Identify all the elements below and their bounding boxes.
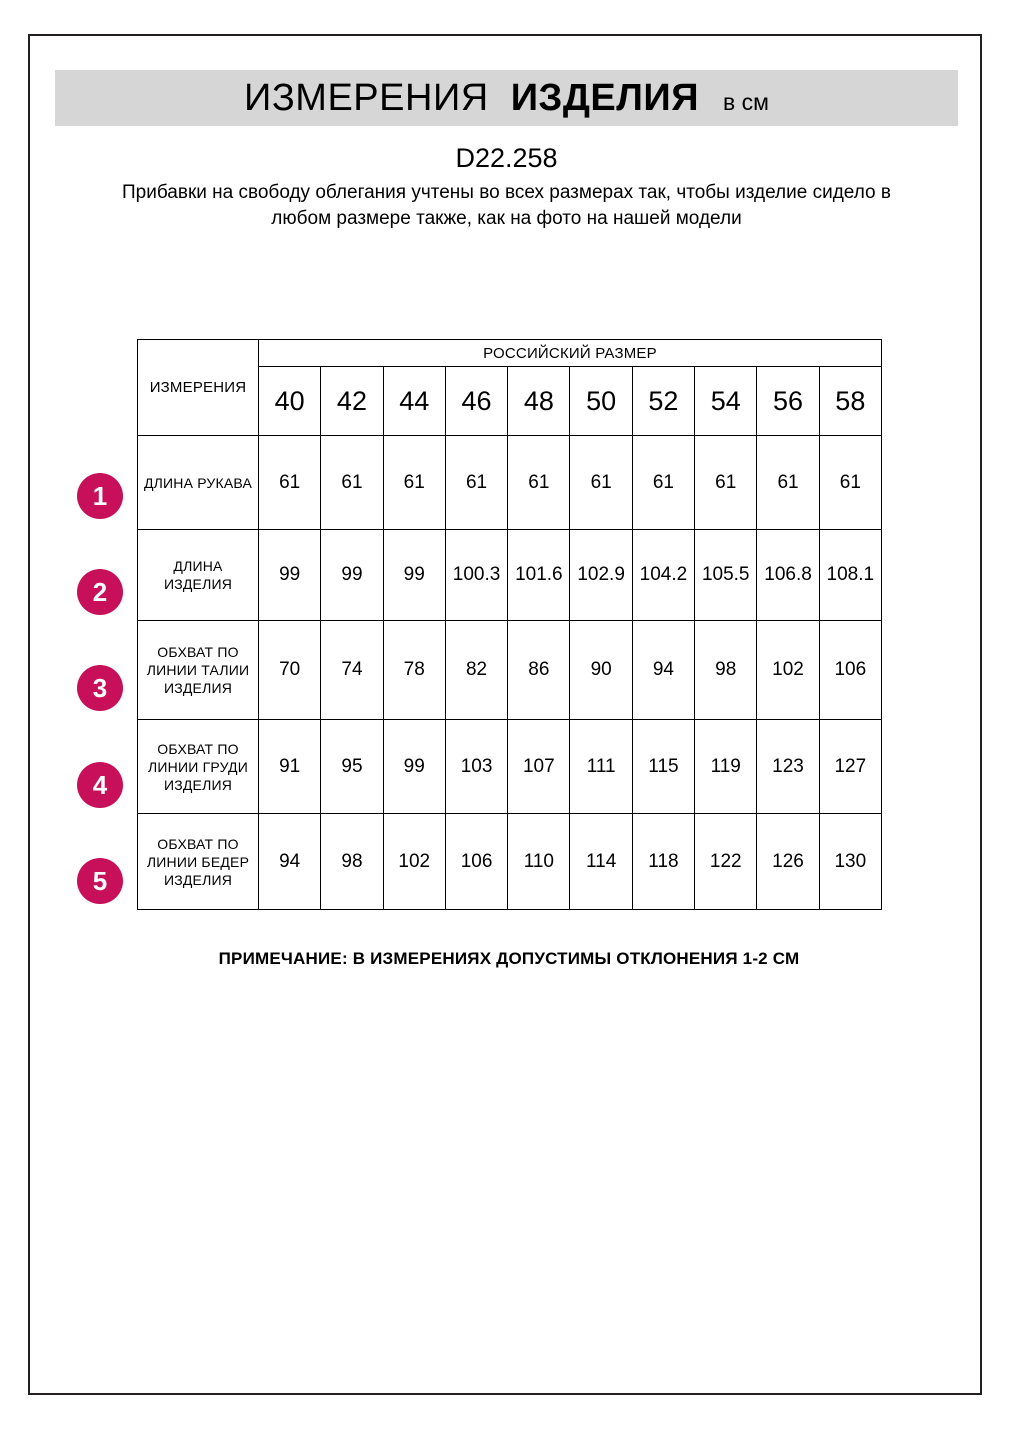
- size-header-50: 50: [570, 367, 632, 436]
- cell-r5-c1: 94: [259, 814, 321, 910]
- size-header-44: 44: [383, 367, 445, 436]
- table-row: [138, 530, 882, 621]
- table-head: [138, 340, 882, 436]
- cell-r3-c5: 86: [508, 621, 570, 720]
- intro-text: Прибавки на свободу облегания учтены во всех размерах так, чтобы изделие сидело в любом размере также, как на фото на нашей модели: [122, 182, 891, 229]
- cell-r2-c2: 99: [321, 530, 383, 621]
- row-label-waist: ОБХВАТ ПО ЛИНИИ ТАЛИИ ИЗДЕЛИЯ: [138, 621, 259, 720]
- table-row: [138, 436, 882, 530]
- size-header-42: 42: [321, 367, 383, 436]
- cell-r1-c9: 61: [757, 436, 819, 530]
- cell-r3-c6: 90: [570, 621, 632, 720]
- title-unit: в см: [723, 88, 769, 115]
- product-code: D22.258: [455, 143, 558, 173]
- cell-r4-c7: 115: [632, 720, 694, 814]
- badge-3: 3: [77, 665, 123, 711]
- cell-r5-c6: 114: [570, 814, 632, 910]
- size-header-46: 46: [445, 367, 507, 436]
- group-header-row: [138, 340, 882, 367]
- table-row: [138, 814, 882, 910]
- measurements-header: ИЗМЕРЕНИЯ: [138, 340, 259, 436]
- cell-r2-c1: 99: [259, 530, 321, 621]
- cell-r2-c10: 108.1: [819, 530, 881, 621]
- document-page: [28, 34, 982, 1395]
- cell-r1-c7: 61: [632, 436, 694, 530]
- size-header-40: 40: [259, 367, 321, 436]
- cell-r1-c10: 61: [819, 436, 881, 530]
- table-row: [138, 720, 882, 814]
- title-main: ИЗМЕРЕНИЯ: [244, 76, 489, 119]
- cell-r1-c4: 61: [445, 436, 507, 530]
- cell-r4-c4: 103: [445, 720, 507, 814]
- cell-r4-c10: 127: [819, 720, 881, 814]
- cell-r5-c2: 98: [321, 814, 383, 910]
- subheader: [110, 140, 903, 232]
- title-strong: ИЗДЕЛИЯ: [510, 76, 700, 119]
- cell-r2-c4: 100.3: [445, 530, 507, 621]
- title-line: [244, 77, 769, 120]
- size-header-52: 52: [632, 367, 694, 436]
- cell-r2-c7: 104.2: [632, 530, 694, 621]
- badge-2: 2: [77, 569, 123, 615]
- cell-r3-c1: 70: [259, 621, 321, 720]
- cell-r1-c3: 61: [383, 436, 445, 530]
- cell-r1-c5: 61: [508, 436, 570, 530]
- cell-r3-c3: 78: [383, 621, 445, 720]
- cell-r5-c7: 118: [632, 814, 694, 910]
- title-band: [55, 70, 958, 126]
- size-header-48: 48: [508, 367, 570, 436]
- size-table-container: [137, 339, 881, 910]
- cell-r4-c8: 119: [695, 720, 757, 814]
- cell-r4-c5: 107: [508, 720, 570, 814]
- badge-4: 4: [77, 762, 123, 808]
- row-label-hips: ОБХВАТ ПО ЛИНИИ БЕДЕР ИЗДЕЛИЯ: [138, 814, 259, 910]
- cell-r4-c2: 95: [321, 720, 383, 814]
- cell-r2-c8: 105.5: [695, 530, 757, 621]
- table-body: [138, 436, 882, 910]
- cell-r1-c8: 61: [695, 436, 757, 530]
- cell-r3-c2: 74: [321, 621, 383, 720]
- footnote: ПРИМЕЧАНИЕ: В ИЗМЕРЕНИЯХ ДОПУСТИМЫ ОТКЛОНЕНИЯ 1-2 СМ: [218, 949, 800, 968]
- row-label-sleeve-length: ДЛИНА РУКАВА: [138, 436, 259, 530]
- cell-r2-c5: 101.6: [508, 530, 570, 621]
- cell-r3-c9: 102: [757, 621, 819, 720]
- cell-r4-c1: 91: [259, 720, 321, 814]
- size-header-54: 54: [695, 367, 757, 436]
- badge-5: 5: [77, 858, 123, 904]
- cell-r1-c2: 61: [321, 436, 383, 530]
- cell-r2-c3: 99: [383, 530, 445, 621]
- cell-r1-c1: 61: [259, 436, 321, 530]
- cell-r3-c10: 106: [819, 621, 881, 720]
- russian-size-group-header: РОССИЙСКИЙ РАЗМЕР: [259, 340, 882, 367]
- cell-r2-c9: 106.8: [757, 530, 819, 621]
- cell-r5-c4: 106: [445, 814, 507, 910]
- cell-r4-c3: 99: [383, 720, 445, 814]
- size-table: [137, 339, 882, 910]
- cell-r1-c6: 61: [570, 436, 632, 530]
- cell-r3-c8: 98: [695, 621, 757, 720]
- row-label-product-length: ДЛИНА ИЗДЕЛИЯ: [138, 530, 259, 621]
- cell-r4-c9: 123: [757, 720, 819, 814]
- table-row: [138, 621, 882, 720]
- row-label-chest: ОБХВАТ ПО ЛИНИИ ГРУДИ ИЗДЕЛИЯ: [138, 720, 259, 814]
- cell-r5-c10: 130: [819, 814, 881, 910]
- cell-r5-c8: 122: [695, 814, 757, 910]
- cell-r4-c6: 111: [570, 720, 632, 814]
- cell-r2-c6: 102.9: [570, 530, 632, 621]
- cell-r5-c9: 126: [757, 814, 819, 910]
- cell-r5-c3: 102: [383, 814, 445, 910]
- size-header-56: 56: [757, 367, 819, 436]
- badge-1: 1: [77, 473, 123, 519]
- size-header-58: 58: [819, 367, 881, 436]
- cell-r5-c5: 110: [508, 814, 570, 910]
- cell-r3-c4: 82: [445, 621, 507, 720]
- cell-r3-c7: 94: [632, 621, 694, 720]
